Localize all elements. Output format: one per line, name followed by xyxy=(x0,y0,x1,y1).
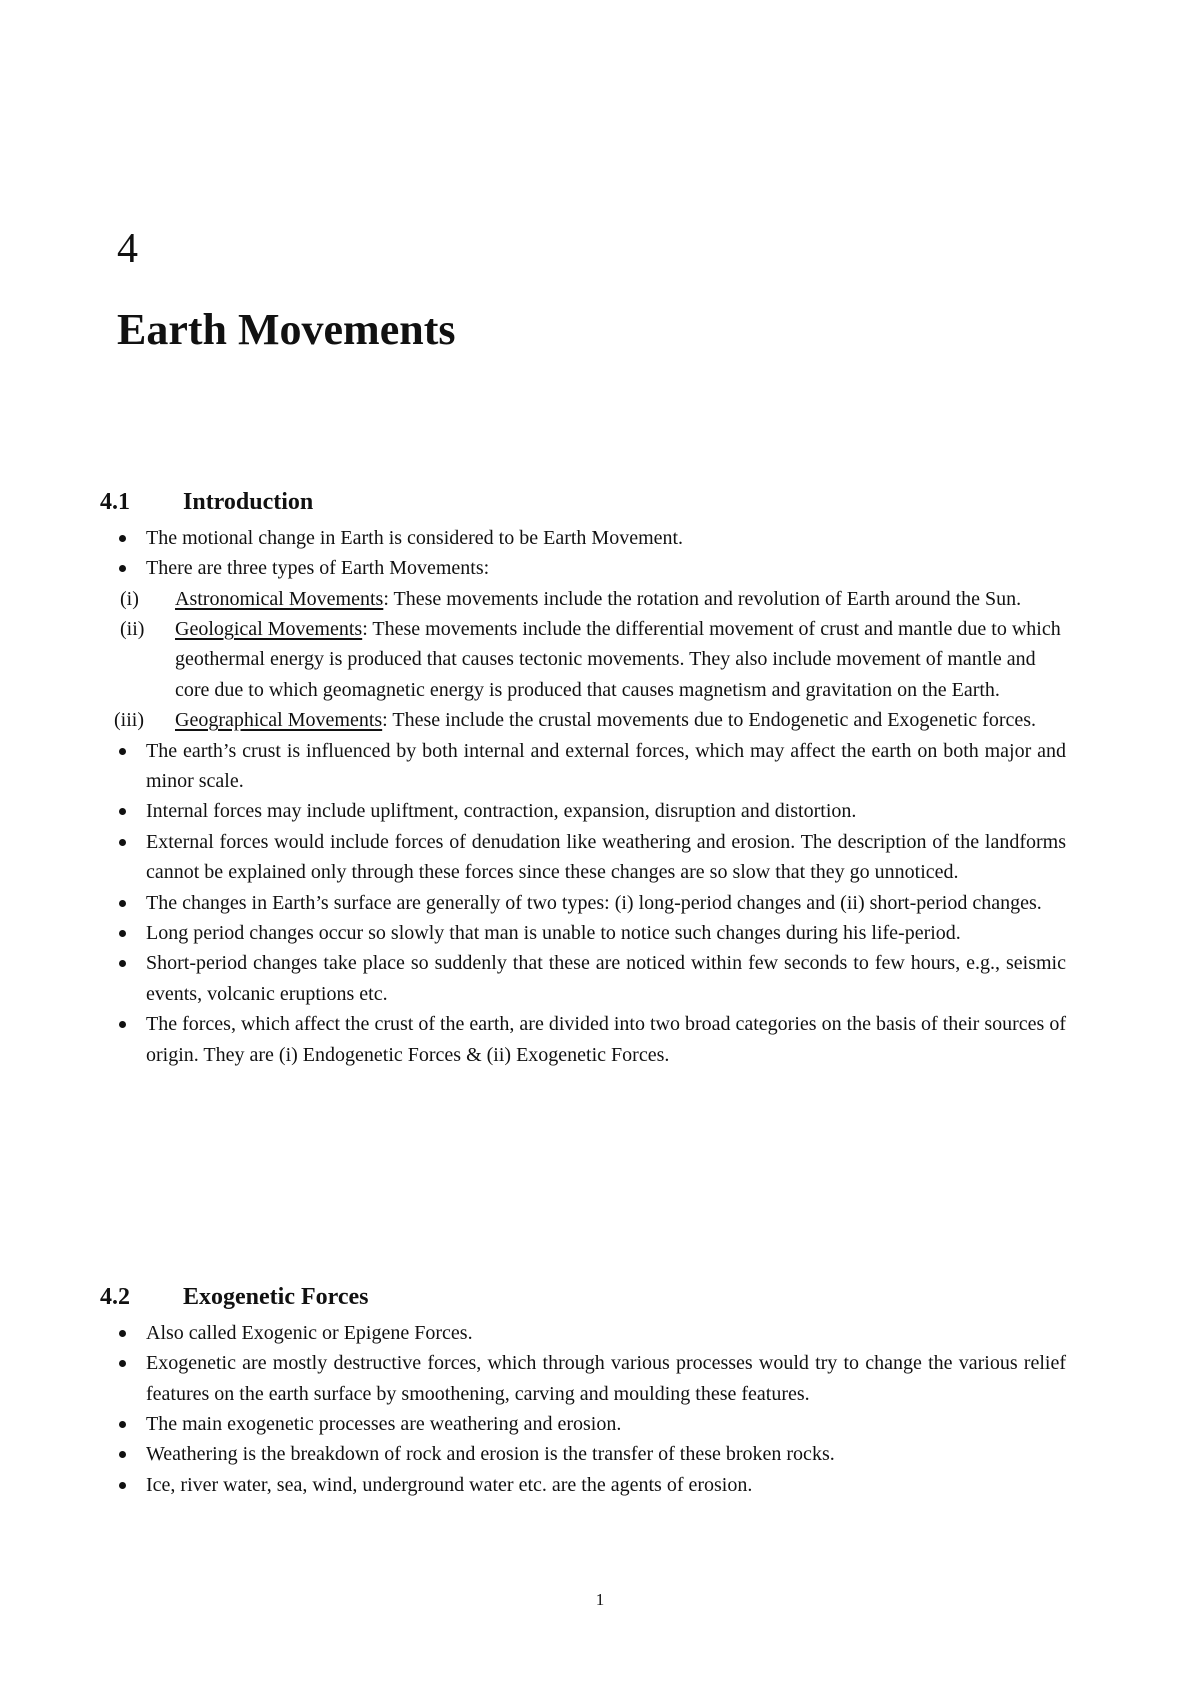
list-item-text: The earth’s crust is influenced by both internal and external forces, which may affect the earth on both major and minor scale. xyxy=(146,739,1066,793)
term-geographical-movements: Geographical Movements xyxy=(175,709,383,732)
list-item-text: Exogenetic are mostly destructive forces, which through various processes would try to change the various relief features on the earth surface by smoothening, carving and moulding these features. xyxy=(146,1352,1066,1405)
list-item xyxy=(100,736,1066,797)
bullet-icon xyxy=(119,1330,126,1337)
section-title: Exogenetic Forces xyxy=(183,1284,369,1310)
list-item-text: The changes in Earth’s surface are generally of two types: (i) long-period changes and (ii) short-period changes. xyxy=(146,891,1042,914)
bullet-icon xyxy=(119,565,126,572)
bullet-icon xyxy=(119,535,126,542)
bullet-icon xyxy=(119,960,126,967)
list-item-text: Internal forces may include upliftment, contraction, expansion, disruption and distortion. xyxy=(146,800,857,823)
bullet-list xyxy=(100,736,1066,1070)
list-marker: (ii) xyxy=(120,618,145,641)
term-description: : These movements include the rotation and revolution of Earth around the Sun. xyxy=(383,587,1022,610)
list-item-text: Short-period changes take place so suddenly that these are noticed within few seconds to few hours, e.g., seismic events, volcanic eruptions etc. xyxy=(146,952,1066,1005)
movement-type-item xyxy=(100,614,1066,705)
list-item xyxy=(100,1470,1066,1500)
section-heading-introduction xyxy=(100,488,1066,517)
list-item xyxy=(100,1348,1066,1409)
section-title: Introduction xyxy=(183,489,314,515)
list-item-text: Weathering is the breakdown of rock and erosion is the transfer of these broken rocks. xyxy=(146,1443,835,1466)
list-item xyxy=(100,796,1066,826)
list-item xyxy=(100,888,1066,918)
bullet-icon xyxy=(119,748,126,755)
list-item-text: Long period changes occur so slowly that man is unable to notice such changes during his life-period. xyxy=(146,922,961,945)
movement-type-item xyxy=(100,705,1066,735)
list-item xyxy=(100,553,1066,583)
bullet-list xyxy=(100,1318,1066,1500)
section-number: 4.2 xyxy=(100,1284,130,1310)
list-marker: (i) xyxy=(120,587,139,610)
list-item-text: There are three types of Earth Movements: xyxy=(146,557,490,580)
list-item-text: Also called Exogenic or Epigene Forces. xyxy=(146,1321,473,1344)
bullet-icon xyxy=(119,1021,126,1028)
movement-type-item xyxy=(100,584,1066,614)
chapter-title: Earth Movements xyxy=(117,305,456,354)
bullet-icon xyxy=(119,839,126,846)
term-description: : These movements include the differential movement of crust and mantle due to which geothermal energy is produced that causes tectonic movements. They also include movement of mantle and core due to which geomagnetic energy is produced that causes magnetism and gravitation on the Earth. xyxy=(175,618,1061,701)
bullet-icon xyxy=(119,930,126,937)
list-item-text: The main exogenetic processes are weathering and erosion. xyxy=(146,1413,622,1436)
list-item-text: The motional change in Earth is considered to be Earth Movement. xyxy=(146,526,684,549)
list-item-text: The forces, which affect the crust of the earth, are divided into two broad categories on the basis of their sources of origin. They are (i) Endogenetic Forces & (ii) Exogenetic Forces. xyxy=(146,1013,1066,1066)
list-item-text: Ice, river water, sea, wind, underground water etc. are the agents of erosion. xyxy=(146,1473,753,1496)
bullet-icon xyxy=(119,1451,126,1458)
term-astronomical-movements: Astronomical Movements xyxy=(175,587,384,610)
list-item xyxy=(100,1318,1066,1348)
section-number: 4.1 xyxy=(100,489,130,515)
page-number: 1 xyxy=(595,1590,605,1609)
list-item xyxy=(100,918,1066,948)
movement-types-list xyxy=(100,584,1066,736)
section-introduction xyxy=(100,488,1066,1070)
bullet-list xyxy=(100,523,1066,584)
bullet-icon xyxy=(119,1360,126,1367)
list-item xyxy=(100,948,1066,1009)
list-item xyxy=(100,1009,1066,1070)
list-item xyxy=(100,1409,1066,1439)
section-exogenetic-forces xyxy=(100,1283,1066,1500)
list-item xyxy=(100,1439,1066,1469)
list-item xyxy=(100,523,1066,553)
bullet-icon xyxy=(119,900,126,907)
bullet-icon xyxy=(119,808,126,815)
section-heading-exogenetic-forces xyxy=(100,1283,1066,1312)
list-item xyxy=(100,827,1066,888)
term-description: : These include the crustal movements due to Endogenetic and Exogenetic forces. xyxy=(382,709,1037,732)
bullet-icon xyxy=(119,1421,126,1428)
bullet-icon xyxy=(119,1482,126,1489)
list-item-text: External forces would include forces of denudation like weathering and erosion. The description of the landforms cannot be explained only through these forces since these changes are so slow that they go unnoticed. xyxy=(146,830,1066,884)
chapter-number: 4 xyxy=(117,226,138,272)
term-geological-movements: Geological Movements xyxy=(175,618,363,641)
list-marker: (iii) xyxy=(114,709,144,732)
